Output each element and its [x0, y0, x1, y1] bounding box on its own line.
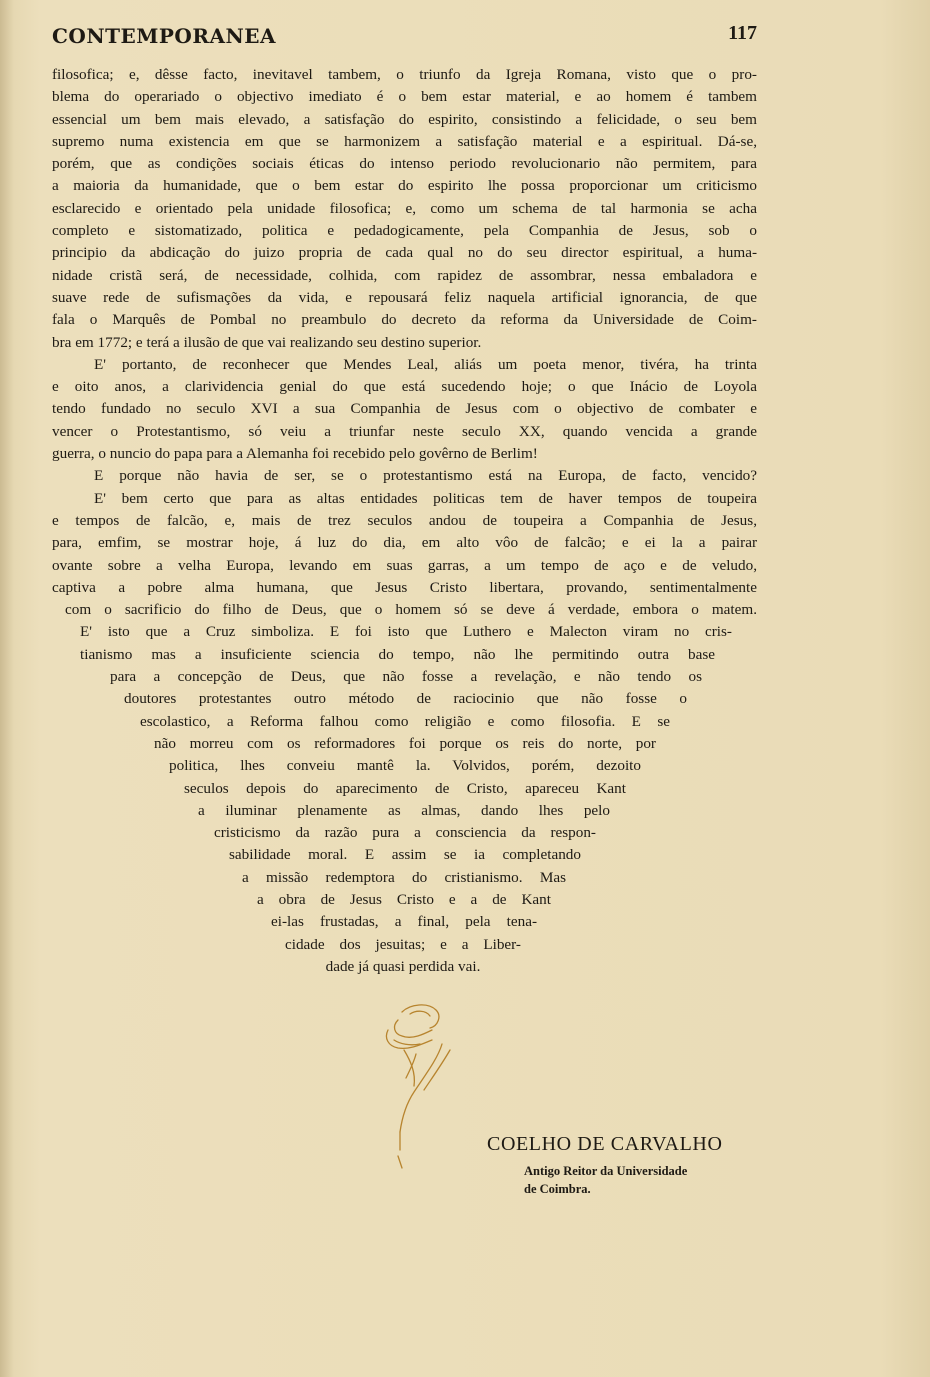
text-line: cristicismo da razão pura a consciencia da respon- — [214, 824, 596, 842]
text-line: ovante sobre a velha Europa, levando em suas garras, a um tempo de aço e de veludo, — [52, 556, 757, 574]
text-line: vencer o Protestantismo, só veiu a triunfar neste seculo XX, quando vencida a grande — [52, 422, 757, 440]
text-line: para, emfim, se mostrar hoje, á luz do dia, em alto vôo de falcão; e ei la a pairar — [52, 534, 757, 552]
text-line: completo e sistomatizado, politica e pedadogicamente, pela Companhia de Jesus, sob o — [52, 222, 757, 240]
author-affiliation — [524, 1162, 687, 1198]
text-line: E' bem certo que para as altas entidades politicas tem de haver tempos de toupeira — [94, 489, 757, 507]
text-line: tianismo mas a insuficiente sciencia do tempo, não lhe permitindo outra base — [80, 645, 715, 663]
text-line: e oito anos, a clarividencia genial do que está sucedendo hoje; o que Inácio de Loyola — [52, 378, 757, 396]
text-line: e tempos de falcão, e, mais de trez seculos andou de toupeira a Companhia de Jesus, — [52, 511, 757, 529]
text-line: cidade dos jesuitas; e a Liber- — [285, 935, 521, 953]
running-title: CONTEMPORANEA — [52, 24, 277, 48]
text-line: blema do operariado o objectivo imediato é o bem estar material, e ao homem é tambem — [52, 88, 757, 106]
text-line: a maioria da humanidade, que o bem estar do espirito lhe possa proporcionar um criticismo — [52, 177, 757, 195]
text-line: filosofica; e, dêsse facto, inevitavel tambem, o triunfo da Igreja Romana, visto que o pro- — [52, 66, 757, 83]
text-line: E' isto que a Cruz simboliza. E foi isto que Luthero e Malecton viram no cris- — [80, 623, 732, 641]
text-line: E porque não havia de ser, se o protestantismo está na Europa, de facto, vencido? — [94, 467, 757, 485]
text-line: suave rede de sufismações da vida, e repousará feliz naquela artificial ignorancia, de que — [52, 288, 757, 306]
text-line: porém, que as condições sociais éticas do intenso periodo revolucionario não permitem, para — [52, 155, 757, 173]
text-line: fala o Marquês de Pombal no preambulo do decreto da reforma da Universidade de Coim- — [52, 311, 757, 329]
text-line: não morreu com os reformadores foi porque os reis do norte, por — [154, 734, 656, 752]
text-line: captiva a pobre alma humana, que Jesus Cristo libertara, provando, sentimentalmente — [52, 578, 757, 596]
text-line: doutores protestantes outro método de raciocinio que não fosse o — [124, 690, 687, 708]
text-line: a obra de Jesus Cristo e a de Kant — [257, 890, 551, 908]
page-header — [52, 22, 757, 52]
signature-drawing — [380, 1000, 490, 1170]
text-line: ei-las frustadas, a final, pela tena- — [271, 913, 537, 931]
text-line: tendo fundado no seculo XVI a sua Companhia de Jesus com o objectivo de combater e — [52, 400, 757, 418]
page-number: 117 — [728, 22, 757, 44]
text-line: E' portanto, de reconhecer que Mendes Leal, aliás um poeta menor, tivéra, ha trinta — [94, 355, 757, 373]
text-line: para a concepção de Deus, que não fosse a revelação, e não tendo os — [110, 668, 702, 686]
text-line: com o sacrificio do filho de Deus, que o homem só se deve á verdade, embora o matem. — [65, 601, 757, 619]
author-name: COELHO DE CARVALHO — [487, 1133, 723, 1155]
text-line: a iluminar plenamente as almas, dando lhes pelo — [198, 801, 610, 819]
text-line: essencial um bem mais elevado, a satisfação do espirito, consistindo a felicidade, o seu bem — [52, 110, 757, 128]
article-body — [52, 64, 757, 978]
text-line: esclarecido e orientado pela unidade filosofica; e, como um schema de tal harmonia se acha — [52, 199, 757, 217]
text-line: seculos depois do aparecimento de Cristo, apareceu Kant — [184, 779, 626, 797]
text-line: sabilidade moral. E assim se ia completando — [229, 846, 581, 864]
text-line: supremo numa existencia em que se harmonizem a satisfação material e a espiritual. Dá-se, — [52, 132, 757, 150]
text-line: escolastico, a Reforma falhou como religião e como filosofia. E se — [140, 712, 670, 730]
affiliation-line: Antigo Reitor da Universidade — [524, 1164, 688, 1178]
text-line: a missão redemptora do cristianismo. Mas — [242, 868, 566, 886]
text-line: dade já quasi perdida vai. — [325, 957, 481, 975]
text-line: politica, lhes conveiu mantê la. Volvidos, porém, dezoito — [169, 757, 641, 775]
text-line: principio da abdicação do juizo propria de cada qual no do seu director espiritual, a huma- — [52, 244, 757, 262]
affiliation-line: de Coimbra. — [524, 1182, 591, 1196]
text-line: nidade cristã será, de necessidade, colhida, com rapidez de assombrar, nessa embaladora e — [52, 266, 757, 284]
text-line: guerra, o nuncio do papa para a Alemanha foi recebido pelo govêrno de Berlim! — [52, 445, 538, 463]
text-line: bra em 1772; e terá a ilusão de que vai realizando seu destino superior. — [52, 333, 482, 351]
